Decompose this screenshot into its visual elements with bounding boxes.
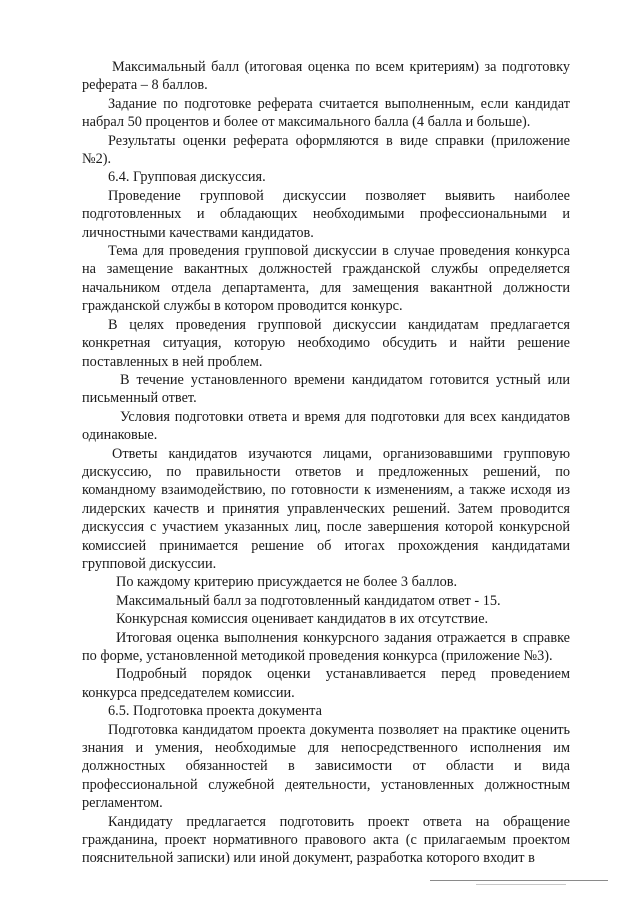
paragraph-equal-conditions: Условия подготовки ответа и время для подготовки для всех кандидатов одинаковые. bbox=[82, 408, 570, 444]
paragraph-max-score-essay: Максимальный балл (итоговая оценка по всем критериям) за подготовку реферата – 8 баллов. bbox=[82, 59, 570, 94]
paragraph-answer-preparation: В течение установленного времени кандидатом готовится устный или письменный ответ. bbox=[82, 371, 570, 407]
paragraph-essay-completed: Задание по подготовке реферата считается выполненным, если кандидат набрал 50 процентов и более от максимального балла (4 балла и больше). bbox=[82, 95, 570, 131]
paragraph-discussion-purpose: Проведение групповой дискуссии позволяет выявить наиболее подготовленных и обладающих необходимыми профессиональными и личностными качествами кандидатов. bbox=[82, 187, 570, 241]
section-heading-6-5: 6.5. Подготовка проекта документа bbox=[108, 703, 322, 720]
paragraph-document-task: Кандидату предлагается подготовить проект ответа на обращение гражданина, проект нормативного правового акта (с прилагаемым проектом пояснительной записки) или иной документ, разработка которого входит в bbox=[82, 813, 570, 867]
paragraph-essay-results: Результаты оценки реферата оформляются в виде справки (приложение №2). bbox=[82, 132, 570, 168]
paragraph-criterion-score: По каждому критерию присуждается не более 3 баллов. bbox=[116, 574, 458, 591]
paragraph-answers-studied: Ответы кандидатов изучаются лицами, организовавшими групповую дискуссию, по правильности ответов и предложенных решений, по командному взаимодействию, по готовности к изменениям, а также исходя из лидерских качеств и принятия управленческих решений. Затем проводится дискуссия с участием указанных лиц, после завершения которой конкурсной комиссией принимается решение об итогах прохождения кандидатами групповой дискуссии. bbox=[82, 445, 570, 572]
paragraph-discussion-topic: Тема для проведения групповой дискуссии в случае проведения конкурса на замещение вакантных должностей гражданской службы определяется начальником отдела департамента, для замещения вакантной должности гражданской службы в котором проводится конкурс. bbox=[82, 243, 570, 315]
section-heading-6-4: 6.4. Групповая дискуссия. bbox=[108, 169, 266, 186]
paragraph-document-purpose: Подготовка кандидатом проекта документа позволяет на практике оценить знания и умения, необходимые для непосредственного исполнения им должностных обязанностей в зависимости от области и вида профессиональной служебной деятельности, установленных должностным регламентом. bbox=[82, 721, 570, 812]
footer-divider bbox=[430, 880, 608, 881]
paragraph-max-score-answer: Максимальный балл за подготовленный кандидатом ответ - 15. bbox=[116, 592, 501, 609]
paragraph-detailed-procedure: Подробный порядок оценки устанавливается перед проведением конкурса председателем комиссии. bbox=[82, 666, 570, 701]
paragraph-discussion-situation: В целях проведения групповой дискуссии кандидатам предлагается конкретная ситуация, которую необходимо обсудить и найти решение поставленных в ней проблем. bbox=[82, 316, 570, 370]
paragraph-final-assessment: Итоговая оценка выполнения конкурсного задания отражается в справке по форме, установленной методикой проведения конкурса (приложение №3). bbox=[82, 629, 570, 664]
paragraph-commission-absence: Конкурсная комиссия оценивает кандидатов в их отсутствие. bbox=[116, 611, 489, 628]
footer-divider-secondary bbox=[476, 884, 566, 885]
